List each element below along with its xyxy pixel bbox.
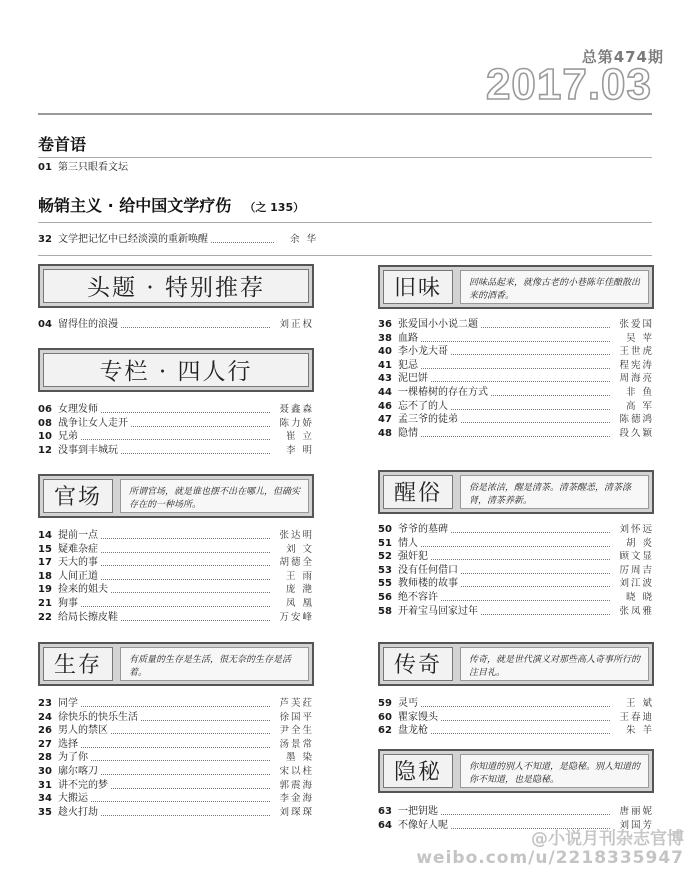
- banner-quote: 你知道的别人不知道，是隐秘。别人知道的你不知道，也是隐秘。: [460, 754, 649, 788]
- entry-author: 刘 文: [285, 543, 314, 555]
- entry-title: 文学把记忆中已经淡漠的重新唤醒: [58, 234, 208, 245]
- toc-entry[interactable]: [38, 583, 314, 597]
- page-number: 47: [378, 414, 392, 426]
- entry-author: 张爱国: [619, 319, 654, 330]
- page-number: 40: [378, 346, 392, 358]
- banner-jiuwei: [378, 265, 654, 309]
- toc-entry[interactable]: [378, 345, 654, 359]
- page-number: 27: [38, 738, 52, 750]
- entry-title: 狗事: [58, 598, 78, 609]
- toc-entry[interactable]: [378, 711, 654, 725]
- page-number: 58: [378, 605, 392, 617]
- entry-title: 张爱国小小说二题: [398, 319, 478, 330]
- entry-author: 万安峰: [279, 611, 314, 623]
- entry-title: 疑难杂症: [58, 543, 98, 555]
- toc-entry[interactable]: [38, 417, 314, 431]
- leader-dots: [58, 747, 270, 748]
- entry-author: 胡 炎: [625, 537, 654, 549]
- toc-entry[interactable]: [378, 318, 654, 332]
- header-divider: [38, 113, 652, 115]
- entry-title: 讲不完的梦: [58, 779, 108, 791]
- leader-dots: [398, 706, 610, 707]
- issue-number: 总第474期: [581, 48, 664, 66]
- page-number: 10: [38, 431, 52, 443]
- toc-entry[interactable]: [378, 819, 654, 833]
- page-number: 51: [378, 537, 392, 549]
- entry-author: 晓 晓: [625, 592, 654, 603]
- entry-title: 开着宝马回家过年: [398, 605, 478, 617]
- toc-entry[interactable]: [38, 556, 314, 570]
- entry-author: 朱 羊: [625, 725, 654, 737]
- entry-title: 灵丐: [398, 698, 418, 709]
- leader-dots: [58, 706, 270, 707]
- page-number: 64: [378, 819, 392, 831]
- page-number: 36: [378, 319, 392, 330]
- entry-title: 犯忌: [398, 359, 418, 371]
- entry-author: 王 雨: [285, 570, 314, 582]
- toc-entry[interactable]: [38, 444, 314, 458]
- entry-author: 张达明: [279, 530, 314, 541]
- toc-entry[interactable]: [378, 537, 654, 551]
- page-number: 34: [38, 793, 52, 805]
- entry-title: 瞿家馒头: [398, 711, 438, 723]
- entry-author: 顾文显: [619, 551, 654, 563]
- banner-name: 生存: [43, 647, 113, 681]
- entry-author: 汤景常: [279, 738, 314, 750]
- page-number: 50: [378, 524, 392, 535]
- entry-title: 为了你: [58, 752, 88, 764]
- toc-entry[interactable]: [378, 564, 654, 578]
- entry-title: 盘龙枪: [398, 725, 428, 737]
- banner-headline: [38, 264, 314, 308]
- entry-title: 李小龙大哥: [398, 346, 448, 358]
- toc-entry[interactable]: [38, 792, 314, 806]
- section-title-preface: 卷首语: [38, 135, 87, 154]
- entry-title: 泥巴饼: [398, 373, 428, 385]
- section-divider: [38, 222, 652, 223]
- toc-entry[interactable]: [38, 318, 314, 332]
- entry-author: 崔 立: [285, 431, 314, 443]
- page-number: 26: [38, 725, 52, 737]
- page-number: 38: [378, 332, 392, 344]
- page-number: 19: [38, 584, 52, 596]
- section-divider: [38, 157, 652, 158]
- entry-title: 第三只眼看文坛: [58, 162, 128, 173]
- entry-author: 王春迪: [619, 711, 654, 723]
- entry-author: 芦芙荭: [279, 698, 314, 709]
- entry-author: 胡德全: [279, 557, 314, 569]
- page-number: 12: [38, 444, 52, 456]
- page-number: 41: [378, 359, 392, 371]
- toc-entry[interactable]: [378, 697, 654, 711]
- toc-entry[interactable]: [378, 550, 654, 564]
- entry-author: 非 鱼: [625, 387, 654, 398]
- entry-title: 教师楼的故事: [398, 578, 458, 590]
- banner-name: 隐秘: [383, 754, 453, 788]
- entry-author: 刘琛琛: [279, 806, 314, 818]
- toc-entry[interactable]: [38, 765, 314, 779]
- page-number: 48: [378, 427, 392, 439]
- toc-entry[interactable]: [38, 597, 314, 611]
- entry-title: 不像好人呢: [398, 819, 448, 831]
- entry-title: 兄弟: [58, 431, 78, 443]
- page-number: 01: [38, 162, 52, 173]
- entry-title: 孟三爷的徒弟: [398, 414, 458, 426]
- page-number: 18: [38, 570, 52, 582]
- toc-entry[interactable]: [378, 413, 654, 427]
- toc-entry[interactable]: [38, 779, 314, 793]
- banner-guanchang: [38, 474, 314, 518]
- toc-entry[interactable]: [38, 403, 314, 417]
- entry-author: 刘怀远: [619, 524, 654, 535]
- entry-title: 男人的禁区: [58, 725, 108, 737]
- entry-title: 大搬运: [58, 793, 88, 805]
- page-number: 08: [38, 417, 52, 429]
- toc-entry[interactable]: [38, 233, 318, 247]
- toc-entry[interactable]: [378, 359, 654, 373]
- toc-entry[interactable]: [38, 738, 314, 752]
- banner-quote: 有质量的生存是生活，很无奈的生存是活着。: [120, 647, 309, 681]
- leader-dots: [398, 341, 610, 342]
- entry-author: 李金海: [279, 793, 314, 805]
- issue-date: 2017.03: [485, 60, 652, 109]
- toc-entry[interactable]: [38, 697, 314, 711]
- banner-name: 醒俗: [383, 475, 453, 509]
- entry-title: 绝不容许: [398, 592, 438, 603]
- leader-dots: [58, 606, 270, 607]
- banner-name: 旧味: [383, 270, 453, 304]
- entry-author: 吴 苹: [625, 332, 654, 344]
- toc-entry[interactable]: [38, 724, 314, 738]
- section-divider: [38, 255, 652, 256]
- page-number: 56: [378, 592, 392, 603]
- entry-title: 一把钥匙: [398, 806, 438, 817]
- entry-title: 选择: [58, 738, 78, 750]
- banner-quote: 传奇，就是世代演义对那些高人奇事所行的注目礼。: [460, 647, 649, 681]
- page-number: 53: [378, 564, 392, 576]
- entry-title: 没事到丰城玩: [58, 444, 118, 456]
- entry-author: 余 华: [289, 234, 318, 245]
- leader-dots: [398, 546, 610, 547]
- toc-entry[interactable]: [378, 724, 654, 738]
- banner-name: 传奇: [383, 647, 453, 681]
- toc-entry[interactable]: [378, 400, 654, 414]
- banner-quote: 所谓官场，就是谁也摆不出在哪儿，但确实存在的一种场所。: [120, 479, 309, 513]
- toc-entry[interactable]: [378, 591, 654, 605]
- toc-entry[interactable]: [378, 386, 654, 400]
- entry-title: 同学: [58, 698, 78, 709]
- entry-author: 唐丽妮: [619, 806, 654, 817]
- page-number: 04: [38, 319, 52, 330]
- entry-title: 情人: [398, 537, 418, 549]
- entry-title: 女理发师: [58, 404, 98, 415]
- banner-yinmi: [378, 749, 654, 793]
- banner-xingsu: [378, 470, 654, 514]
- page-number: 22: [38, 611, 52, 623]
- toc-entry[interactable]: [378, 332, 654, 346]
- toc-entry[interactable]: [38, 751, 314, 765]
- entry-title: 强奸犯: [398, 551, 428, 563]
- toc-entry[interactable]: [378, 427, 654, 441]
- entry-author: 刘江波: [619, 578, 654, 590]
- banner-quote: 俗是浓洁，醒是清茶。清茶醒恙，清茶涤肾，清茶养新。: [460, 475, 649, 509]
- toc-entry[interactable]: [378, 577, 654, 591]
- banner-title: 专栏 · 四人行: [43, 353, 309, 387]
- entry-author: 庞 滟: [285, 584, 314, 596]
- leader-dots: [398, 436, 610, 437]
- toc-entry[interactable]: [38, 570, 314, 584]
- page-number: 43: [378, 373, 392, 385]
- entry-title: 留得住的浪漫: [58, 319, 118, 330]
- banner-title: 头题 · 特别推荐: [43, 269, 309, 303]
- entry-title: 隐情: [398, 427, 418, 439]
- entry-title: 一棵椿树的存在方式: [398, 387, 488, 398]
- entry-title: 人间正道: [58, 570, 98, 582]
- leader-dots: [58, 439, 270, 440]
- entry-author: 陈德鸿: [619, 414, 654, 426]
- entry-author: 李 明: [285, 444, 314, 456]
- toc-entry[interactable]: [378, 605, 654, 619]
- leader-dots: [398, 368, 610, 369]
- page-number: 21: [38, 598, 52, 609]
- toc-entry[interactable]: [38, 543, 314, 557]
- entry-title: 战争让女人走开: [58, 417, 128, 429]
- entry-author: 墨 染: [285, 752, 314, 764]
- page-number: 60: [378, 711, 392, 723]
- entry-author: 王世虎: [619, 346, 654, 358]
- toc-entry[interactable]: [38, 611, 314, 625]
- entry-title: 徐快乐的快乐生活: [58, 711, 138, 723]
- toc-entry[interactable]: [378, 523, 654, 537]
- entry-author: 宋以柱: [279, 766, 314, 777]
- entry-title: 血路: [398, 332, 418, 344]
- toc-entry[interactable]: [38, 806, 314, 820]
- watermark-handle: @小说月刊杂志官博: [531, 824, 684, 849]
- toc-entry[interactable]: [38, 430, 314, 444]
- entry-author: 高 军: [625, 400, 654, 412]
- entry-author: 郭震海: [279, 779, 314, 791]
- toc-entry[interactable]: [38, 161, 338, 175]
- page-number: 63: [378, 806, 392, 817]
- page-number: 17: [38, 557, 52, 569]
- entry-author: 刘国芳: [619, 819, 654, 831]
- entry-title: 爷爷的墓碑: [398, 524, 448, 535]
- page-number: 28: [38, 752, 52, 764]
- entry-title: 趁火打劫: [58, 806, 98, 818]
- page-number: 32: [38, 234, 52, 245]
- watermark-url: weibo.com/u/2218335947: [416, 848, 684, 868]
- toc-entry[interactable]: [38, 711, 314, 725]
- entry-author: 王 斌: [625, 698, 654, 709]
- page-number: 35: [38, 806, 52, 818]
- entry-author: 程宪涛: [619, 359, 654, 371]
- entry-title: 廓尔喀刀: [58, 766, 98, 777]
- entry-author: 尹全生: [279, 725, 314, 737]
- section-title-bestseller: 畅销主义 · 给中国文学疗伤: [38, 196, 232, 215]
- entry-author: 陈力娇: [279, 417, 314, 429]
- page-number: 62: [378, 725, 392, 737]
- toc-entry[interactable]: [38, 529, 314, 543]
- entry-author: 徐国平: [279, 711, 314, 723]
- page-number: 52: [378, 551, 392, 563]
- entry-title: 天大的事: [58, 557, 98, 569]
- entry-author: 刘正权: [279, 319, 314, 330]
- entry-author: 聂鑫森: [279, 404, 314, 415]
- entry-author: 凤 凰: [285, 598, 314, 609]
- page-number: 30: [38, 766, 52, 777]
- banner-chuanqi: [378, 642, 654, 686]
- entry-title: 捡来的姐夫: [58, 584, 108, 596]
- banner-column: [38, 348, 314, 392]
- page-number: 44: [378, 387, 392, 398]
- page-number: 59: [378, 698, 392, 709]
- page-number: 15: [38, 543, 52, 555]
- entry-title: 忘不了的人: [398, 400, 448, 412]
- section-subtitle: （之 135）: [244, 201, 305, 214]
- page-number: 24: [38, 711, 52, 723]
- page-number: 46: [378, 400, 392, 412]
- entry-author: 张凤雅: [619, 605, 654, 617]
- entry-author: 厉周吉: [619, 564, 654, 576]
- section-header-bestseller: [38, 193, 304, 216]
- page-number: 14: [38, 530, 52, 541]
- entry-title: 给局长擦皮鞋: [58, 611, 118, 623]
- entry-author: 段久颖: [619, 427, 654, 439]
- entry-title: 提前一点: [58, 530, 98, 541]
- page-number: 06: [38, 404, 52, 415]
- page-number: 55: [378, 578, 392, 590]
- banner-shengcun: [38, 642, 314, 686]
- entry-title: 没有任何借口: [398, 564, 458, 576]
- toc-entry[interactable]: [378, 805, 654, 819]
- entry-author: 周海亮: [619, 373, 654, 385]
- toc-entry[interactable]: [378, 372, 654, 386]
- page-number: 31: [38, 779, 52, 791]
- banner-name: 官场: [43, 479, 113, 513]
- page-number: 23: [38, 698, 52, 709]
- banner-quote: 回味品起来，就像古老的小巷陈年佳酿散出来的酒香。: [460, 270, 649, 304]
